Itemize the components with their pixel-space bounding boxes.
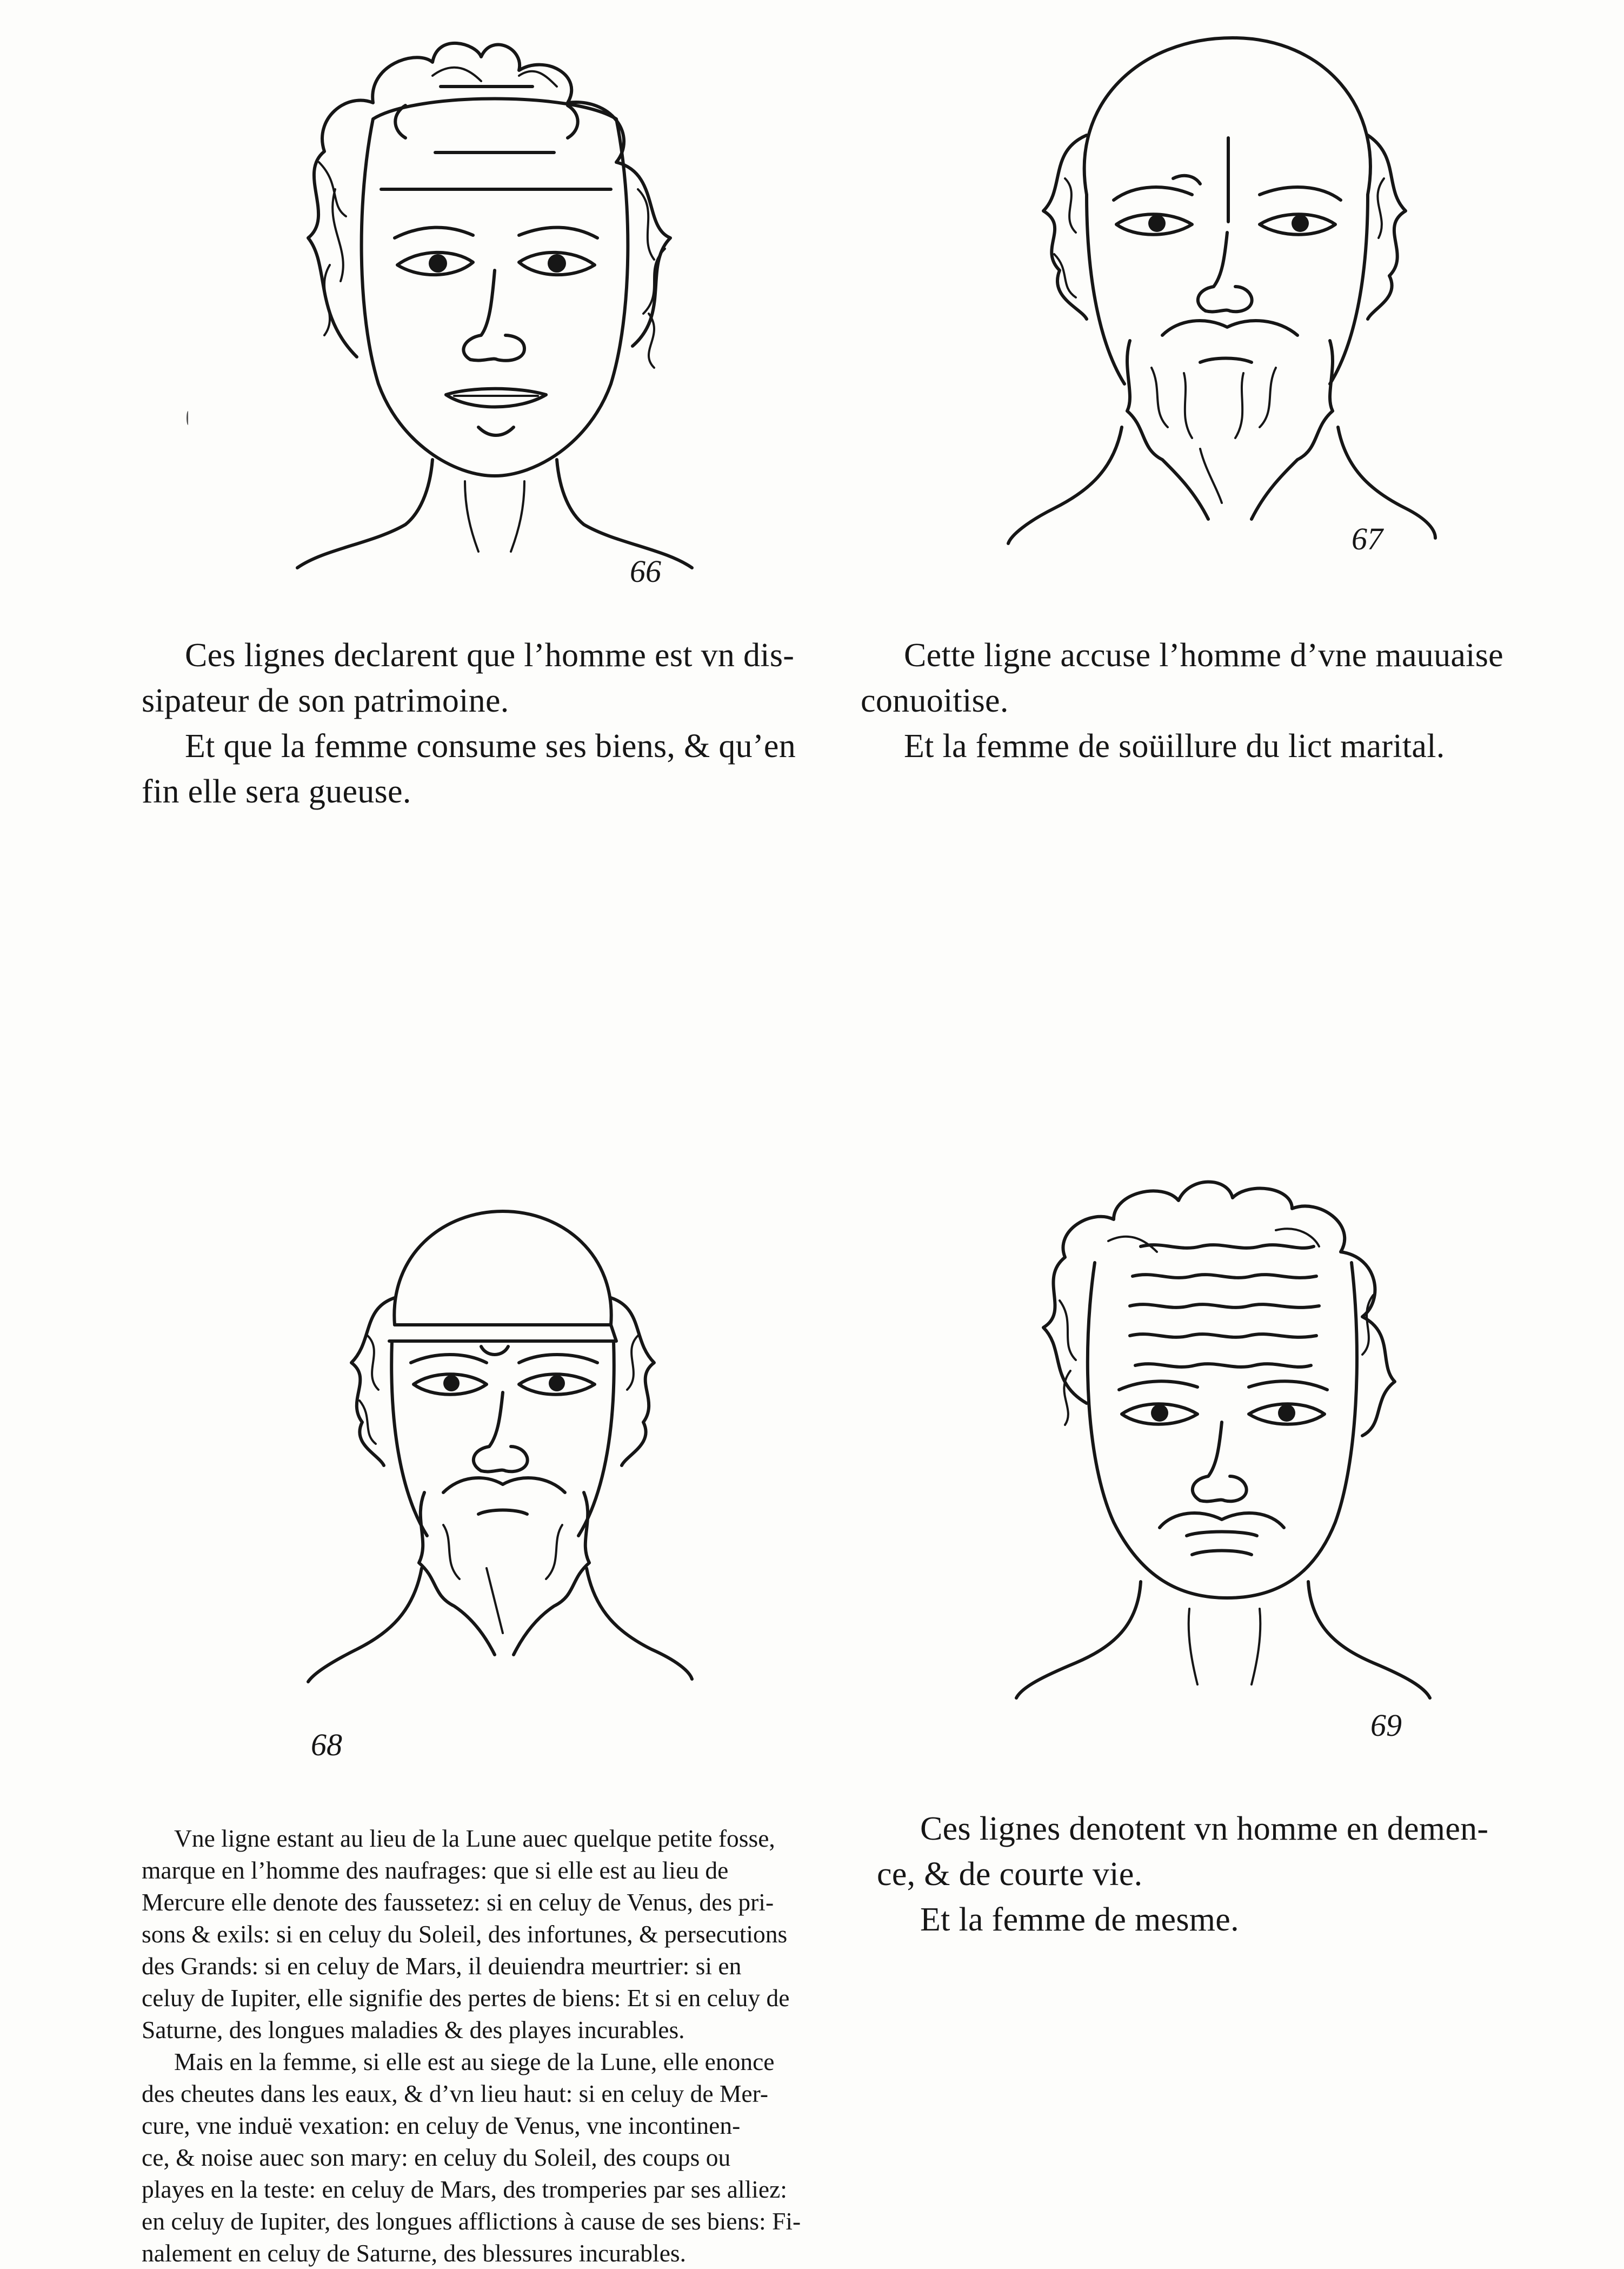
caption-68-line-1: Vne ligne estant au lieu de la Lune auec quelque petite fosse, [174, 1825, 775, 1852]
caption-68-line-7: Saturne, des longues maladies & des playes incurables. [142, 2016, 685, 2044]
caption-68-line-10: cure, vne induë vexation: en celuy de Venus, vne incontinen- [142, 2112, 741, 2139]
caption-66-line-4: fin elle sera gueuse. [142, 773, 411, 810]
caption-66-line-3: Et que la femme consume ses biens, & qu’en [185, 728, 796, 765]
caption-67-line-2: conuoitise. [861, 682, 1009, 719]
caption-68-line-2: marque en l’homme des naufrages: que si elle est au lieu de [142, 1856, 729, 1884]
caption-68-line-4: sons & exils: si en celuy du Soleil, des infortunes, & persecutions [142, 1920, 788, 1948]
caption-figure-68 [142, 1822, 861, 2269]
caption-66-line-1: Ces lignes declarent que l’homme est vn dis- [185, 637, 795, 674]
face-68-drawing [303, 1190, 697, 1703]
caption-figure-66 [142, 633, 839, 814]
face-illustration-67 [1006, 16, 1438, 562]
caption-68-line-5: des Grands: si en celuy de Mars, il deuiendra meurtrier: si en [142, 1952, 742, 1980]
caption-figure-69 [877, 1806, 1596, 1942]
caption-68-line-14: nalement en celuy de Saturne, des blessures incurables. [142, 2239, 686, 2267]
face-illustration-68 [303, 1190, 697, 1703]
caption-67-line-3: Et la femme de soüillure du lict marital. [904, 728, 1445, 765]
face-illustration-66 [292, 11, 697, 589]
face-69-drawing [1006, 1176, 1438, 1711]
caption-69-line-3: Et la femme de mesme. [920, 1901, 1239, 1938]
caption-68-line-9: des cheutes dans les eaux, & d’vn lieu haut: si en celuy de Mer- [142, 2080, 768, 2107]
caption-67-line-1: Cette ligne accuse l’homme d’vne mauuaise [904, 637, 1503, 674]
face-illustration-69 [1006, 1176, 1438, 1711]
caption-68-line-13: en celuy de Iupiter, des longues afflictions à cause de ses biens: Fi- [142, 2207, 801, 2235]
caption-figure-67 [861, 633, 1590, 769]
face-67-drawing [1006, 16, 1438, 562]
print-speck [187, 411, 190, 425]
figure-number-66: 66 [630, 554, 661, 589]
face-66-drawing [292, 11, 697, 589]
caption-66-line-2: sipateur de son patrimoine. [142, 682, 509, 719]
figure-number-67: 67 [1352, 521, 1383, 556]
caption-69-line-1: Ces lignes denotent vn homme en demen- [920, 1810, 1489, 1847]
caption-68-line-3: Mercure elle denote des faussetez: si en celuy de Venus, des pri- [142, 1888, 774, 1916]
caption-68-line-8: Mais en la femme, si elle est au siege de la Lune, elle enonce [174, 2048, 775, 2075]
caption-68-line-6: celuy de Iupiter, elle signifie des pertes de biens: Et si en celuy de [142, 1984, 790, 2012]
caption-69-line-2: ce, & de courte vie. [877, 1856, 1143, 1893]
figure-number-69: 69 [1370, 1708, 1402, 1743]
caption-68-line-11: ce, & noise auec son mary: en celuy du Soleil, des coups ou [142, 2144, 731, 2171]
caption-68-line-12: playes en la teste: en celuy de Mars, des tromperies par ses alliez: [142, 2175, 787, 2203]
figure-number-68: 68 [311, 1727, 342, 1762]
